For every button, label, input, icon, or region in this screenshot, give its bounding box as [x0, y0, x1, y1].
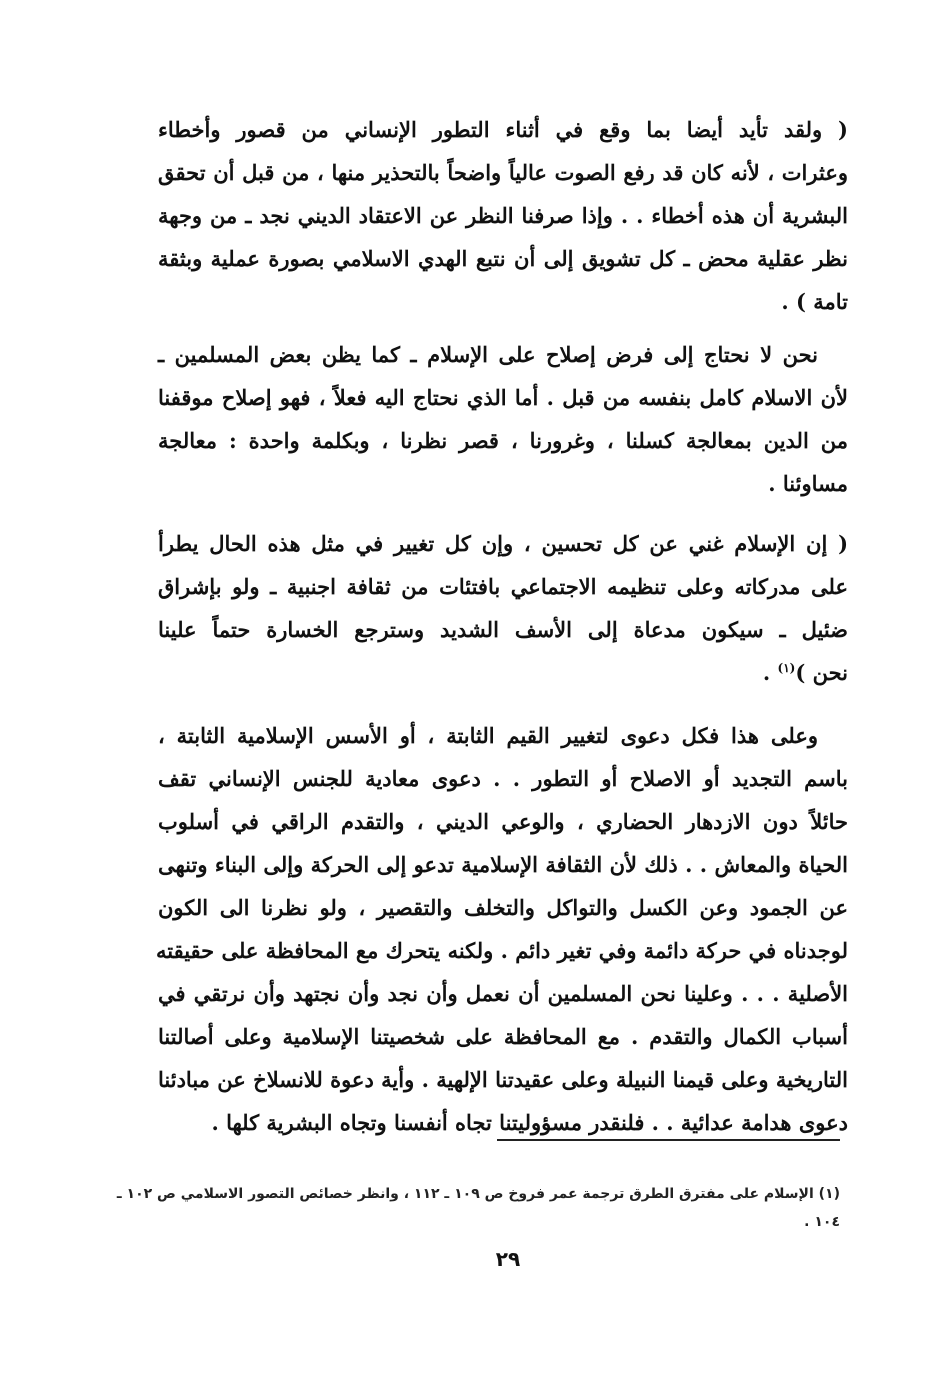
text-line: دعوى هدامة عدائية . . فلنقدر مسؤوليتنا تجاه أنفسنا وتجاه البشرية كلها .	[211, 1110, 848, 1135]
text-line: باسم التجديد أو الاصلاح أو التطور . . دعوى معادية للجنس الإنساني تقف	[158, 766, 848, 791]
paragraph-1	[158, 108, 848, 323]
text-line: ( ولقد تأيد أيضا بما وقع في أثناء التطور الإنساني من قصور وأخطاء	[158, 117, 848, 142]
footnote-line: (١) الإسلام على مفترق الطرق ترجمة عمر فروخ ص ١٠٩ ـ ١١٢ ، وانظر خصائص التصور الاسلامي ص ١٠٢ ـ	[116, 1186, 840, 1202]
text-line: وعثرات ، لأنه كان قد رفع الصوت عالياً واضحاً بالتحذير منها ، من قبل أن تحقق	[158, 160, 848, 185]
text-line: الأصلية . . . وعلينا نحن المسلمين أن نعمل وأن نجد وأن نجتهد وأن نرتقي في	[158, 981, 848, 1006]
text-line: البشرية أن هذه أخطاء . . وإذا صرفنا النظر عن الاعتقاد الديني نجد ـ من وجهة	[158, 203, 848, 228]
text-line: من الدين بمعالجة كسلنا ، وغرورنا ، قصر نظرنا ، وبكلمة واحدة : معالجة	[158, 428, 848, 453]
text-line: وعلى هذا فكل دعوى لتغيير القيم الثابتة ، أو الأسس الإسلامية الثابتة ،	[158, 723, 818, 748]
text-line: مساوئنا .	[768, 471, 848, 496]
text-line: لأن الاسلام كامل بنفسه من قبل . أما الذي نحتاج اليه فعلاً ، فهو إصلاح موقفنا	[158, 385, 848, 410]
text-line: نحن لا نحتاج إلى فرض إصلاح على الإسلام ـ كما يظن بعض المسلمين ـ	[158, 342, 818, 367]
text-line: عن الجمود وعن الكسل والتواكل والتخلف والتقصير ، ولو نظرنا الى الكون	[158, 895, 848, 920]
text-line: ضئيل ـ سيكون مدعاة إلى الأسف الشديد وسترجع الخسارة حتماً علينا	[158, 617, 848, 642]
paragraph-4	[155, 714, 848, 1144]
text-line-with-footnote	[158, 651, 848, 694]
text-line: الحياة والمعاش . . ذلك لأن الثقافة الإسلامية تدعو إلى الحركة وإلى البناء وتنهى	[158, 852, 848, 877]
footnote-separator	[497, 1139, 840, 1141]
paragraph-3	[158, 522, 848, 694]
text-line: أسباب الكمال والتقدم . مع المحافظة على شخصيتنا الإسلامية وعلى أصالتنا	[158, 1024, 848, 1049]
paragraph-2	[158, 333, 848, 505]
text-line: التاريخية وعلى قيمنا النبيلة وعلى عقيدتنا الإلهية . وأية دعوة للانسلاخ عن مبادئنا	[158, 1067, 848, 1092]
text-line: تامة ) .	[781, 289, 848, 314]
text-line: ( إن الإسلام غني عن كل تحسين ، وإن كل تغيير في مثل هذه الحال يطرأ	[158, 531, 848, 556]
footnote-line: ١٠٤ .	[804, 1214, 840, 1230]
text-line: حائلاً دون الازدهار الحضاري ، والوعي الديني ، والتقدم الراقي في أسلوب	[158, 809, 848, 834]
text-line: على مدركاته وعلى تنظيمه الاجتماعي بافتئات من ثقافة اجنبية ـ ولو بإشراق	[158, 574, 848, 599]
text-fragment: نحن )	[795, 660, 848, 685]
text-line: نظر عقلية محض ـ كل تشويق إلى أن نتبع الهدي الاسلامي بصورة عملية وبثقة	[158, 246, 848, 271]
page-number: ٢٩	[495, 1247, 521, 1271]
text-fragment: .	[762, 660, 778, 685]
footnote-reference[interactable]: (١)	[777, 661, 796, 675]
footnote	[116, 1180, 840, 1236]
text-line: لوجدناه في حركة دائمة وفي تغير دائم . ولكنه يتحرك مع المحافظة على حقيقته	[155, 938, 848, 963]
